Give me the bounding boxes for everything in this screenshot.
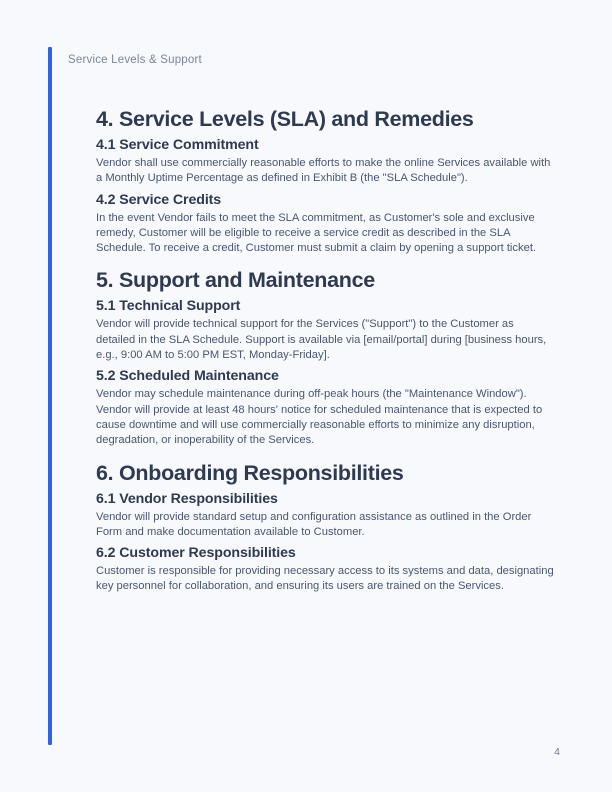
section-spacer (96, 449, 556, 460)
subsection-heading: 5.1 Technical Support (96, 298, 241, 315)
subsection-heading: 6.1 Vendor Responsibilities (96, 490, 278, 507)
section-5 (96, 267, 556, 448)
section-6 (96, 460, 556, 595)
section-4 (96, 106, 556, 256)
subsection-paragraph: In the event Vendor fails to meet the SLA commitment, as Customer's sole and exclusive remedy, Customer will be eligible to receive a service credit as described in the SLA Schedule. To receive a credit, Customer must submit a claim by opening a support ticket. (96, 211, 537, 255)
section-heading: 4. Service Levels (SLA) and Remedies (96, 107, 474, 131)
subsection-heading: 6.2 Customer Responsibilities (96, 545, 296, 562)
document-body (96, 106, 556, 595)
section-heading: 6. Onboarding Responsibilities (96, 460, 404, 485)
running-header: Service Levels & Support (68, 54, 202, 66)
left-accent-bar (48, 47, 52, 745)
section-spacer (96, 256, 556, 267)
subsection-heading: 4.1 Service Commitment (96, 137, 259, 153)
subsection-heading: 4.2 Service Credits (96, 191, 222, 208)
subsection-paragraph: Vendor will provide technical support for the Services ("Support") to the Customer as detailed in the SLA Schedule. Support is available via [email/portal] during [business hours, e.g., 9:00 AM to 5:00 PM EST, Monday-Friday]. (96, 318, 547, 362)
section-heading: 5. Support and Maintenance (96, 268, 375, 293)
subsection-heading: 5.2 Scheduled Maintenance (96, 368, 279, 385)
page-number: 4 (554, 746, 560, 758)
subsection-paragraph: Customer is responsible for providing necessary access to its systems and data, designating key personnel for collaboration, and ensuring its users are trained on the Services. (96, 565, 554, 593)
subsection-paragraph: Vendor may schedule maintenance during off-peak hours (the "Maintenance Window"). Vendor will provide at least 48 hours' notice for scheduled maintenance that is expected to cause downtime and will use commercially reasonable efforts to minimize any disruption, degradation, or inoperability of the Services. (96, 388, 543, 447)
subsection-paragraph: Vendor shall use commercially reasonable efforts to make the online Services available with a Monthly Uptime Percentage as defined in Exhibit B (the "SLA Schedule"). (96, 157, 551, 185)
subsection-paragraph: Vendor will provide standard setup and configuration assistance as outlined in the Order Form and make documentation available to Customer. (96, 510, 532, 538)
